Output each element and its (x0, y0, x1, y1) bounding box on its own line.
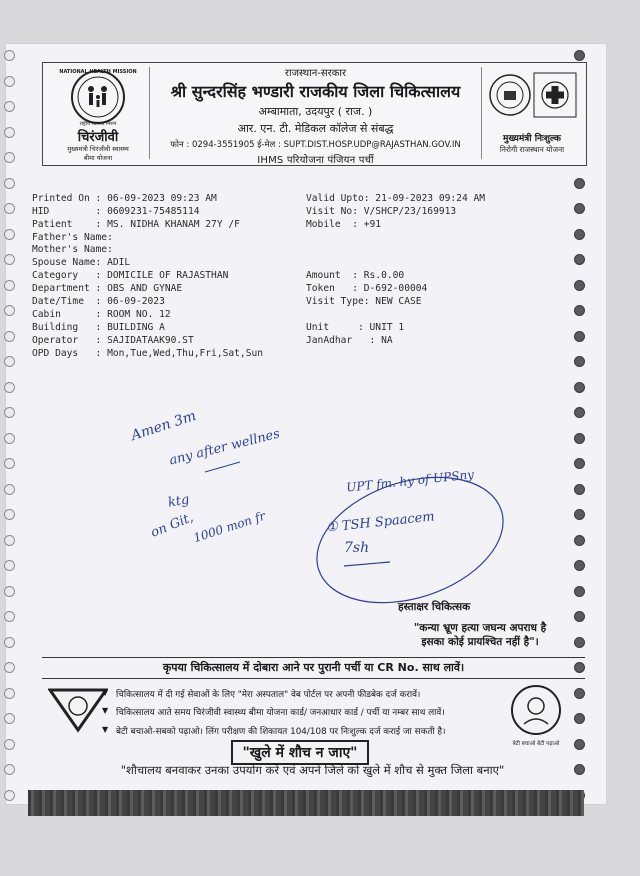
hospital-location: अम्बामाता, उदयपुर ( राज. ) (258, 105, 373, 118)
beti-bachao-bullet: ▼ बेटी बचाओ-सबको पढ़ाओ। लिंग परीक्षण की शिकायत 104/108 पर निःशुल्क दर्ज कराई जा सकती है। (116, 725, 445, 737)
ktg-stroke (205, 462, 240, 472)
token: Token : D-692-00004 (306, 283, 428, 294)
doctor-signature-label: हस्ताक्षर चिकित्सक (398, 601, 471, 613)
chiranjeevi-sub2: बीमा योजना (83, 154, 113, 162)
chiranjeevi-sub1: मुख्यमंत्री चिरंजीवी स्वास्थ्य (67, 145, 129, 153)
note-line-1: Amen 3m (129, 407, 199, 445)
note-line-5: 1000 mon fr (191, 508, 268, 546)
patient: Patient : MS. NIDHA KHANAM 27Y /F (32, 219, 240, 230)
amount: Amount : Rs.0.00 (306, 270, 405, 281)
nhm-logo-tagline: राष्ट्रीय स्वास्थ्य मिशन (79, 121, 117, 127)
slogan-quote (380, 621, 580, 649)
cabin: Cabin : ROOM NO. 12 (32, 309, 171, 320)
state-label: राजस्थान-सरकार (284, 68, 347, 79)
note-line-7: ① TSH Spaacem (325, 509, 436, 536)
visit-no: Visit No: V/SHCP/23/169913 (306, 206, 457, 217)
note-line-3: ktg (166, 492, 191, 511)
building: Building : BUILDING A (32, 322, 165, 333)
mother-name: Mother's Name: (32, 244, 113, 255)
feedback-bullet: ▼ चिकित्सालय में दी गई सेवाओं के लिए "मेरा अस्पताल" वेब पोर्टल पर अपनी फीडबेक दर्ज करावें। (116, 688, 420, 700)
nirogi-brand: मुख्यमंत्री निःशुल्क (503, 134, 561, 144)
department: Department : OBS AND GYNAE (32, 283, 183, 294)
valid-upto: Valid Upto: 21-09-2023 09:24 AM (306, 193, 486, 204)
nhm-logo-text: NATIONAL HEALTH MISSION (59, 69, 137, 75)
torn-adhesive-strip (28, 790, 584, 816)
sanitation-slogan (0, 740, 600, 765)
swachh-bharat-icon (48, 686, 108, 734)
janadhar: JanAdhar : NA (306, 335, 393, 346)
visit-type: Visit Type: NEW CASE (306, 296, 422, 307)
sanitation-message: "शौचालय बनवाकर उनका उपयोग करें एवं अपने जिले को खुले में शौच से मुक्त जिला बनाए" (120, 763, 505, 777)
beti-bachao-badge-text: बेटी बचाओ बेटी पढ़ाओ (512, 741, 560, 747)
slip-subtitle: IHMS परियोजना पंजियन पर्ची (257, 155, 374, 166)
beti-bachao-badge-icon (510, 684, 562, 736)
operator: Operator : SAJIDATAAK90.ST (32, 335, 194, 346)
hospital-name: श्री सुन्दरसिंह भण्डारी राजकीय जिला चिकित्सालय (170, 82, 461, 101)
sanitation-slogan-box: "खुले में शौच न जाए" (231, 740, 370, 765)
spouse-name: Spouse Name: ADIL (32, 257, 131, 268)
college-affiliation: आर. एन. टी. मेडिकल कॉलेज से संबद्ध (237, 122, 394, 135)
quote-line-1: "कन्या भ्रूण हत्या जघन्य अपराध है (413, 622, 547, 634)
note-line-8: 7sh (344, 540, 370, 556)
date-time: Date/Time : 06-09-2023 (32, 296, 165, 307)
unit: Unit : UNIT 1 (306, 322, 405, 333)
opd-days: OPD Days : Mon,Tue,Wed,Thu,Fri,Sat,Sun (32, 348, 264, 359)
category: Category : DOMICILE OF RAJASTHAN (32, 270, 229, 281)
hid: HID : 0609231-75485114 (32, 206, 200, 217)
note-line-6: UPT fm. hy of UPSny (345, 467, 475, 495)
card-bullet: ▼ चिकित्सालय आते समय चिरंजीवी स्वास्थ्य बीमा योजना कार्ड/ जनआधार कार्ड / पर्ची या नम्बर साथ लावें। (116, 706, 445, 718)
note-line-4: on Git, (148, 510, 196, 541)
contact-line: फोन : 0294-3551905 ई-मेल : SUPT.DIST.HOSP.UDP@RAJASTHAN.GOV.IN (170, 140, 461, 150)
mobile: Mobile : +91 (306, 219, 382, 230)
revisit-notice: कृपया चिकित्सालय में दोबारा आने पर पुरानी पर्ची या CR No. साथ लावें। (42, 657, 585, 679)
underline-stroke (344, 562, 390, 566)
quote-line-2: इसका कोई प्रायश्चित नहीं है"। (421, 636, 539, 648)
nirogi-sub: निरोगी राजस्थान योजना (499, 145, 565, 154)
father-name: Father's Name: (32, 232, 113, 243)
printed-on: Printed On : 06-09-2023 09:23 AM (32, 193, 217, 204)
note-line-2: any after wellnes (167, 426, 282, 469)
chiranjeevi-brand: चिरंजीवी (77, 130, 119, 145)
